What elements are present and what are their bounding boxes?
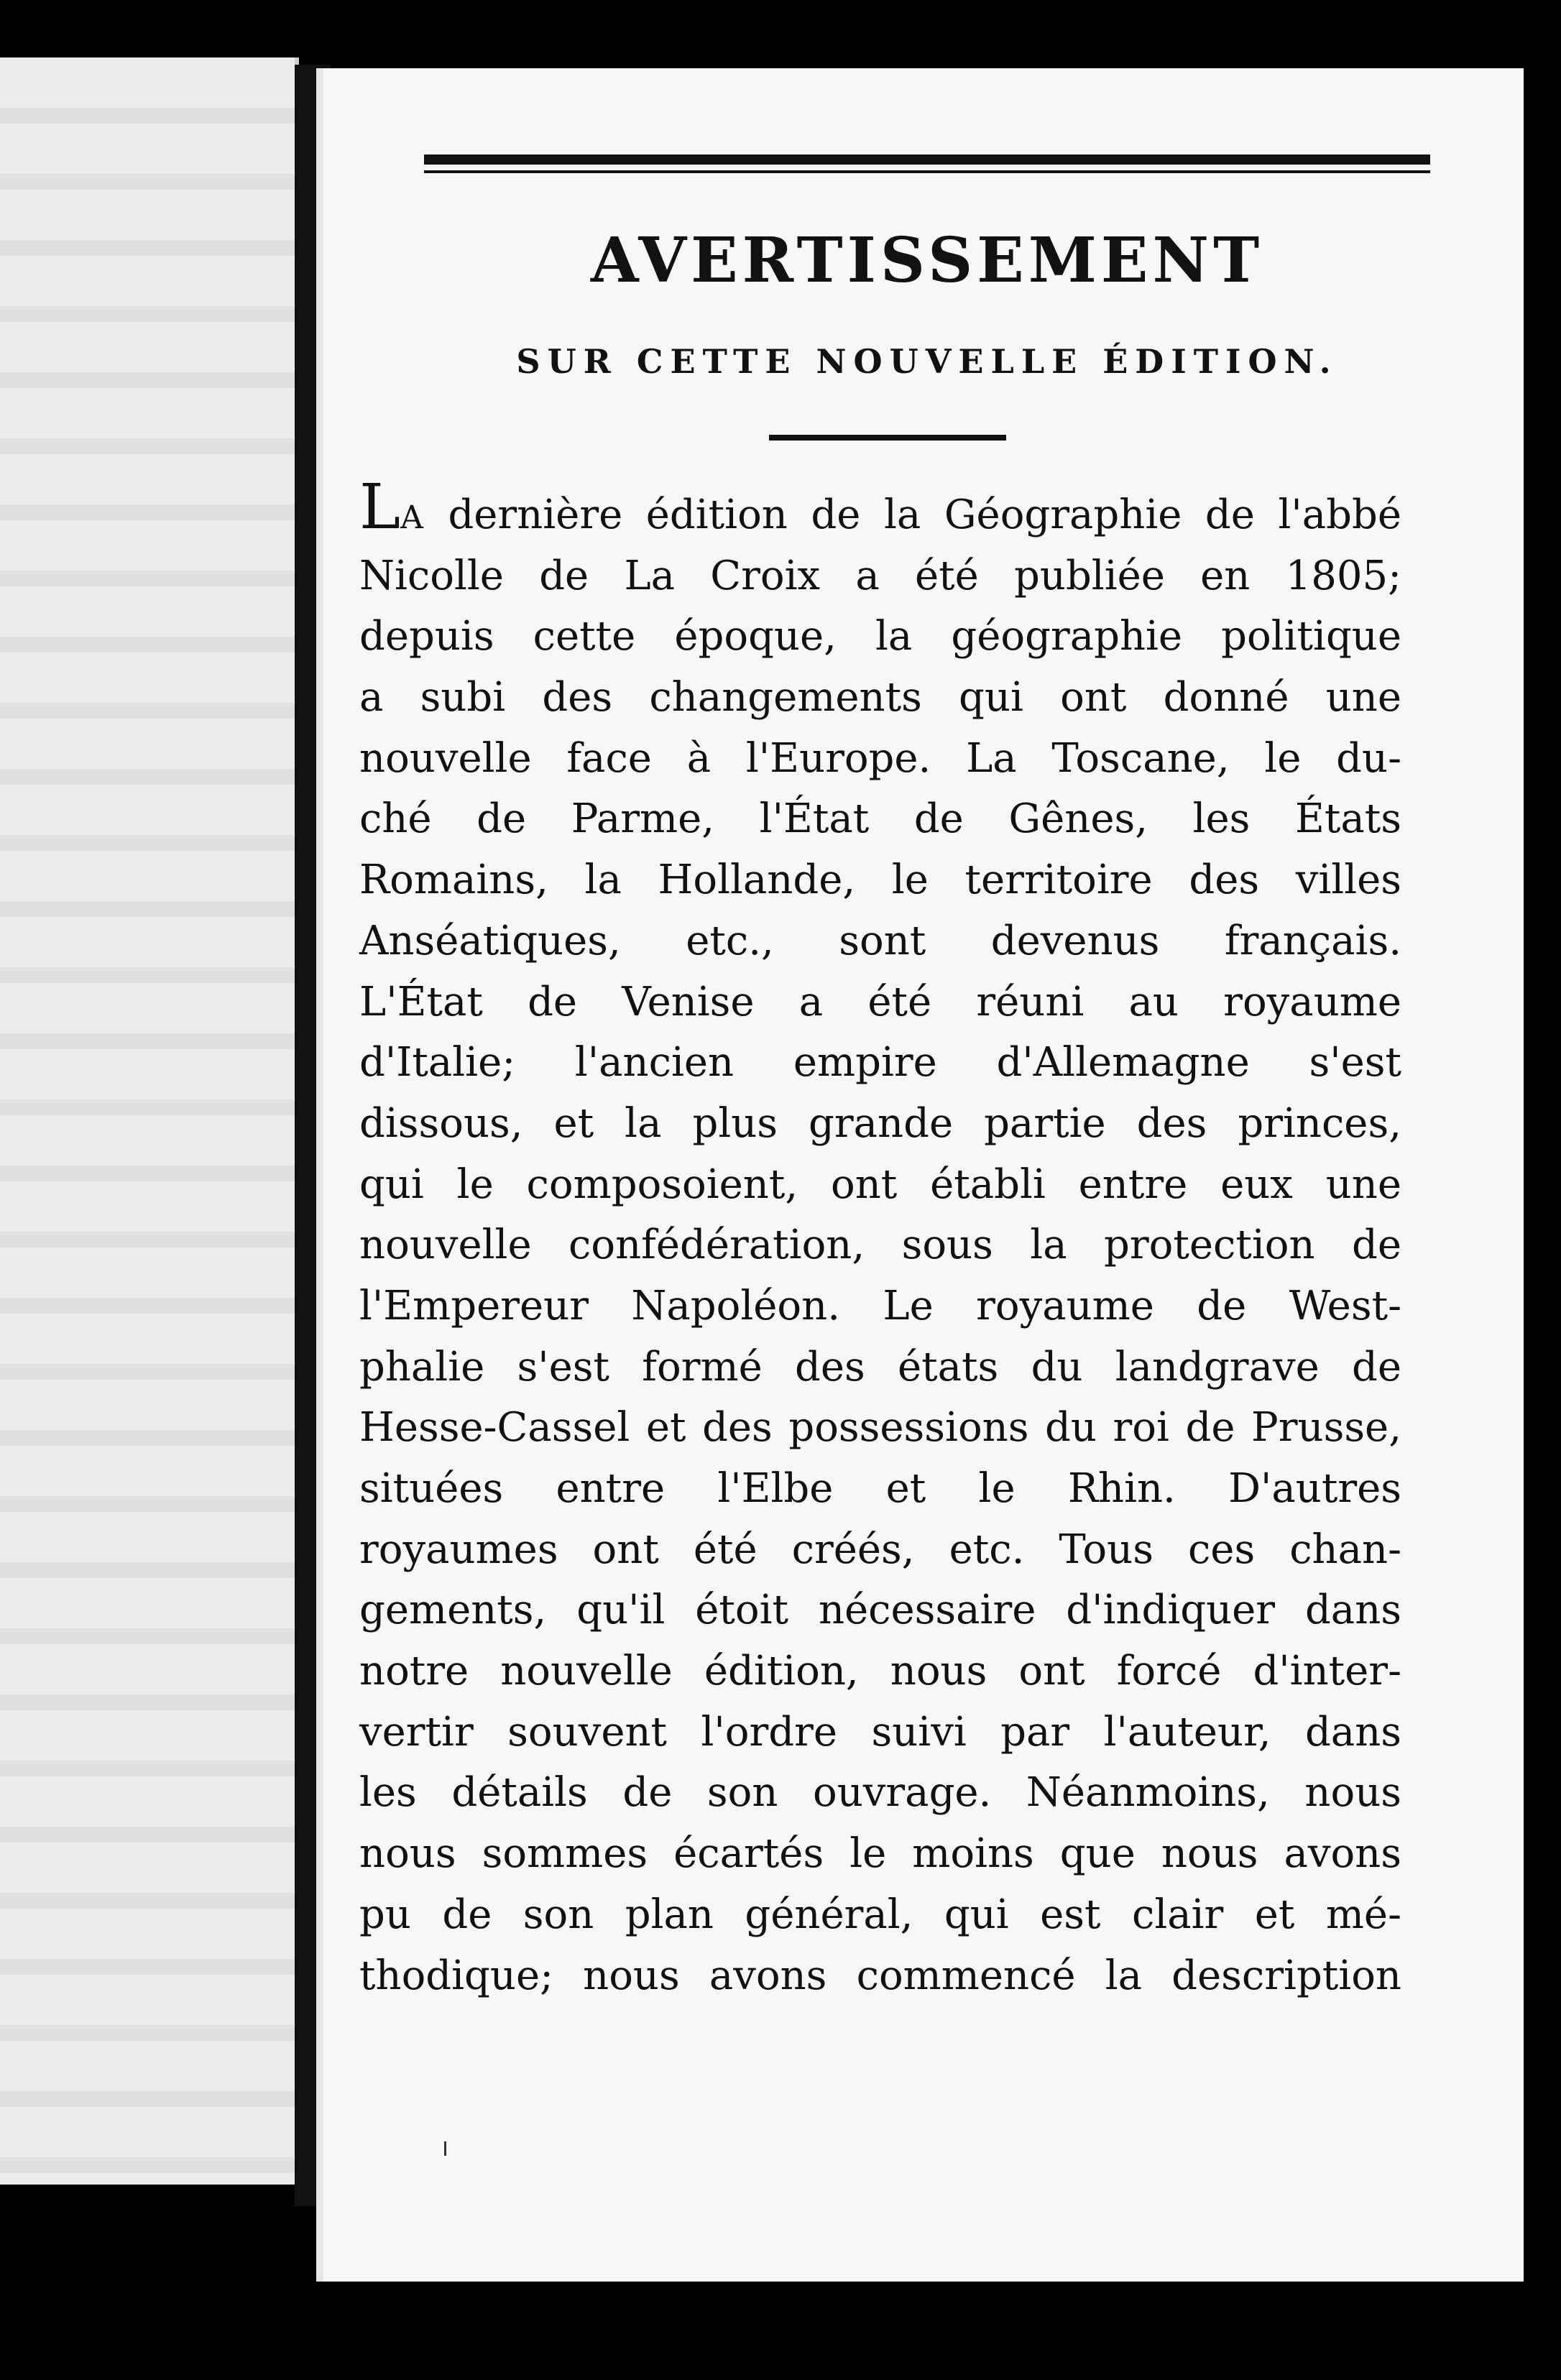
small-cap: A — [400, 499, 425, 536]
text-line-13: nouvelle confédération, sous la protection de — [359, 1222, 1401, 1269]
text-line-20: notre nouvelle édition, nous ont forcé d'inter- — [359, 1648, 1401, 1695]
text-line-23: nous sommes écartés le moins que nous avons — [359, 1830, 1401, 1878]
text-line-9: L'État de Venise a été réuni au royaume — [359, 978, 1401, 1025]
drop-cap: L — [359, 471, 401, 543]
text-line-8: Anséatiques, etc., sont devenus français. — [359, 917, 1401, 964]
text-line-6: ché de Parme, l'État de Gênes, les États — [359, 795, 1401, 843]
text-line-17: situées entre l'Elbe et le Rhin. D'autres — [359, 1465, 1401, 1512]
text-line-7: Romains, la Hollande, le territoire des villes — [359, 857, 1401, 904]
text-line-21: vertir souvent l'ordre suivi par l'auteur, dans — [359, 1708, 1401, 1756]
text-line-2: Nicolle de La Croix a été publiée en 1805; — [359, 552, 1401, 599]
top-rule-thick — [424, 154, 1430, 165]
text-line-24: pu de son plan général, qui est clair et mé- — [359, 1891, 1401, 1938]
text-line-14: l'Empereur Napoléon. Le royaume de West- — [359, 1282, 1401, 1329]
text-line-12: qui le composoient, ont établi entre eux une — [359, 1161, 1401, 1208]
ink-speck — [444, 2141, 446, 2156]
text-line-1 — [359, 471, 1401, 546]
facing-page-edge — [0, 57, 299, 2185]
body-paragraph — [359, 471, 1401, 2006]
book-page — [316, 68, 1524, 2282]
text-line-15: phalie s'est formé des états du landgrave de — [359, 1343, 1401, 1390]
page-title: AVERTISSEMENT — [590, 224, 1264, 297]
text-line-18: royaumes ont été créés, etc. Tous ces chan- — [359, 1526, 1401, 1573]
facing-page-ghost-text — [0, 57, 295, 2185]
top-rule-thin — [424, 170, 1430, 173]
text-line-22: les détails de son ouvrage. Néanmoins, nous — [359, 1769, 1401, 1817]
top-double-rule — [424, 154, 1430, 173]
text-line-11: dissous, et la plus grande partie des princes, — [359, 1099, 1401, 1147]
text-line-3: depuis cette époque, la géographie politique — [359, 613, 1401, 660]
text-line-1-rest: dernière édition de la Géographie de l'abbé — [424, 492, 1401, 538]
text-line-16: Hesse-Cassel et des possessions du roi de Prusse, — [359, 1404, 1401, 1452]
text-line-19: gements, qu'il étoit nécessaire d'indiquer dans — [359, 1587, 1401, 1634]
title-separator-rule — [769, 435, 1006, 441]
text-line-4: a subi des changements qui ont donné une — [359, 674, 1401, 721]
page-subtitle: SUR CETTE NOUVELLE ÉDITION. — [516, 342, 1338, 381]
text-line-5: nouvelle face à l'Europe. La Toscane, le du- — [359, 734, 1401, 782]
text-line-25: thodique; nous avons commencé la description — [359, 1952, 1401, 1999]
text-line-10: d'Italie; l'ancien empire d'Allemagne s'est — [359, 1039, 1401, 1087]
